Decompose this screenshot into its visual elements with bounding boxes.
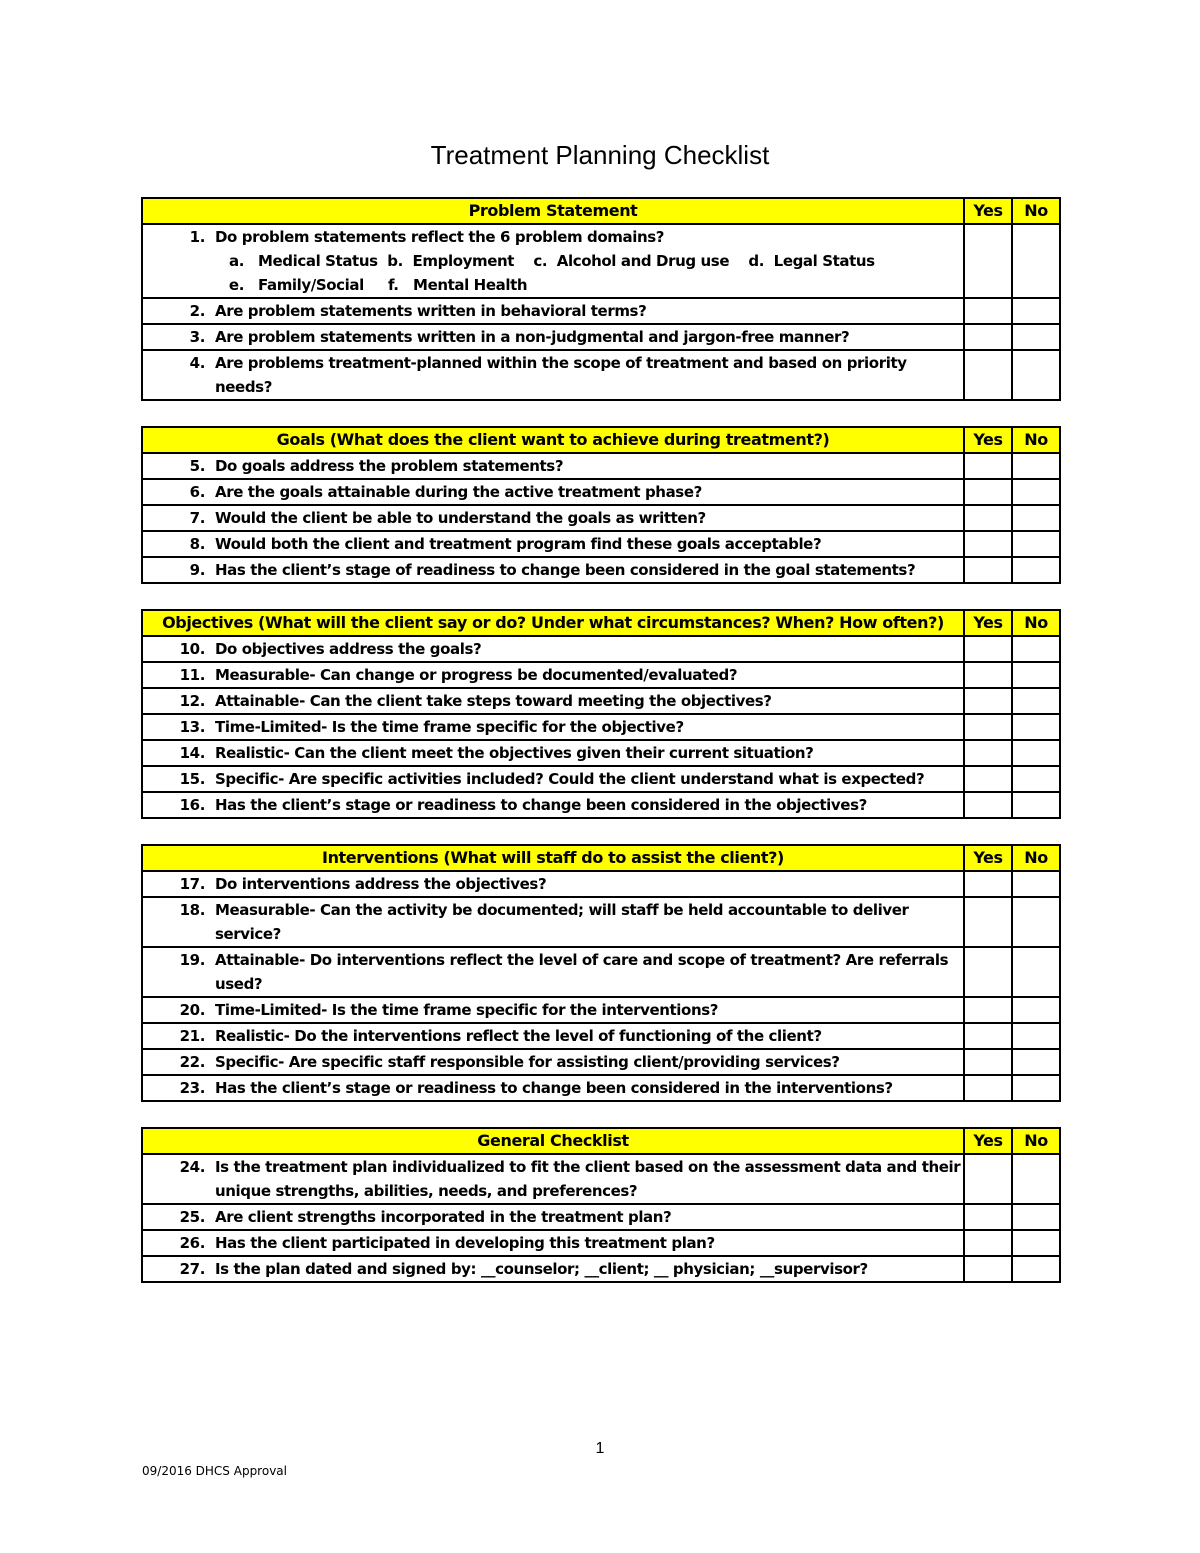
sub-item xyxy=(143,273,963,297)
page-title: Treatment Planning Checklist xyxy=(430,140,770,170)
question-line xyxy=(143,793,963,817)
yes-checkbox-cell[interactable] xyxy=(964,453,1012,479)
table-row xyxy=(142,350,1060,400)
question-text: Is the plan dated and signed by: __counselor; __client; __ physician; __supervisor? xyxy=(215,1260,868,1278)
table-row xyxy=(142,224,1060,298)
sub-item-text: Family/Social f. Mental Health xyxy=(258,276,528,294)
question-cell xyxy=(142,298,964,324)
question-cell xyxy=(142,1204,964,1230)
table-row xyxy=(142,298,1060,324)
yes-column-header: Yes xyxy=(964,610,1012,636)
yes-checkbox-cell[interactable] xyxy=(964,1049,1012,1075)
question-cell xyxy=(142,453,964,479)
question-cell xyxy=(142,662,964,688)
checklist-container xyxy=(141,197,1061,1308)
table-row xyxy=(142,688,1060,714)
table-row xyxy=(142,1023,1060,1049)
question-line xyxy=(143,872,963,896)
no-column-header: No xyxy=(1012,198,1060,224)
question-line xyxy=(143,325,963,349)
yes-checkbox-cell[interactable] xyxy=(964,1204,1012,1230)
question-text: Specific- Are specific activities included? Could the client understand what is expected? xyxy=(215,770,925,788)
yes-checkbox-cell[interactable] xyxy=(964,1256,1012,1282)
question-text: Do interventions address the objectives? xyxy=(215,875,547,893)
question-number: 14. xyxy=(179,744,205,762)
question-line xyxy=(143,558,963,582)
question-number: 9. xyxy=(189,561,205,579)
question-text: Is the treatment plan individualized to fit the client based on the assessment data and their unique strengths, abilities, needs, and preferences? xyxy=(215,1158,961,1200)
table-row xyxy=(142,766,1060,792)
footer-approval-note: 09/2016 DHCS Approval xyxy=(142,1464,287,1478)
section-header: Objectives (What will the client say or do? Under what circumstances? When? How often?) xyxy=(142,610,964,636)
yes-checkbox-cell[interactable] xyxy=(964,1075,1012,1101)
question-cell xyxy=(142,557,964,583)
yes-checkbox-cell[interactable] xyxy=(964,897,1012,947)
question-text: Measurable- Can change or progress be documented/evaluated? xyxy=(215,666,738,684)
question-number: 19. xyxy=(179,951,205,969)
no-checkbox-cell[interactable] xyxy=(1012,1230,1060,1256)
page-number: 1 xyxy=(595,1440,605,1457)
table-row xyxy=(142,505,1060,531)
yes-checkbox-cell[interactable] xyxy=(964,714,1012,740)
question-cell xyxy=(142,1230,964,1256)
yes-checkbox-cell[interactable] xyxy=(964,792,1012,818)
no-checkbox-cell[interactable] xyxy=(1012,1256,1060,1282)
yes-checkbox-cell[interactable] xyxy=(964,636,1012,662)
question-cell xyxy=(142,766,964,792)
question-line xyxy=(143,689,963,713)
question-line xyxy=(143,663,963,687)
question-number: 24. xyxy=(179,1158,205,1176)
no-checkbox-cell[interactable] xyxy=(1012,662,1060,688)
question-number: 4. xyxy=(189,354,205,372)
table-row xyxy=(142,997,1060,1023)
yes-checkbox-cell[interactable] xyxy=(964,505,1012,531)
question-text: Are client strengths incorporated in the treatment plan? xyxy=(215,1208,672,1226)
no-checkbox-cell[interactable] xyxy=(1012,324,1060,350)
question-number: 13. xyxy=(179,718,205,736)
question-number: 18. xyxy=(179,901,205,919)
question-number: 11. xyxy=(179,666,205,684)
section-header-row xyxy=(142,198,1060,224)
section-header-row xyxy=(142,845,1060,871)
question-text: Attainable- Do interventions reflect the level of care and scope of treatment? Are referrals used? xyxy=(215,951,949,993)
question-text: Are problems treatment-planned within the scope of treatment and based on priority needs? xyxy=(215,354,907,396)
table-row xyxy=(142,453,1060,479)
question-line xyxy=(143,454,963,478)
question-text: Are problem statements written in behavioral terms? xyxy=(215,302,647,320)
question-text: Measurable- Can the activity be documented; will staff be held accountable to deliver service? xyxy=(215,901,909,943)
question-line xyxy=(143,1205,963,1229)
question-cell xyxy=(142,531,964,557)
question-number: 5. xyxy=(189,457,205,475)
question-line xyxy=(143,1050,963,1074)
yes-checkbox-cell[interactable] xyxy=(964,1023,1012,1049)
section-header-row xyxy=(142,610,1060,636)
no-checkbox-cell[interactable] xyxy=(1012,1075,1060,1101)
question-text: Has the client’s stage or readiness to change been considered in the interventions? xyxy=(215,1079,893,1097)
yes-checkbox-cell[interactable] xyxy=(964,766,1012,792)
no-column-header: No xyxy=(1012,610,1060,636)
question-line xyxy=(143,767,963,791)
question-number: 20. xyxy=(179,1001,205,1019)
no-checkbox-cell[interactable] xyxy=(1012,766,1060,792)
table-row xyxy=(142,1256,1060,1282)
question-line xyxy=(143,1024,963,1048)
question-cell xyxy=(142,505,964,531)
no-checkbox-cell[interactable] xyxy=(1012,688,1060,714)
no-checkbox-cell[interactable] xyxy=(1012,479,1060,505)
table-row xyxy=(142,740,1060,766)
question-text: Would both the client and treatment program find these goals acceptable? xyxy=(215,535,822,553)
no-checkbox-cell[interactable] xyxy=(1012,1154,1060,1204)
question-text: Do goals address the problem statements? xyxy=(215,457,564,475)
question-cell xyxy=(142,1049,964,1075)
yes-checkbox-cell[interactable] xyxy=(964,688,1012,714)
question-number: 22. xyxy=(179,1053,205,1071)
yes-checkbox-cell[interactable] xyxy=(964,997,1012,1023)
table-row xyxy=(142,947,1060,997)
checklist-table xyxy=(141,426,1061,584)
question-cell xyxy=(142,997,964,1023)
no-column-header: No xyxy=(1012,1128,1060,1154)
question-text: Time-Limited- Is the time frame specific for the interventions? xyxy=(215,1001,719,1019)
yes-checkbox-cell[interactable] xyxy=(964,324,1012,350)
question-cell xyxy=(142,479,964,505)
question-line xyxy=(143,715,963,739)
table-row xyxy=(142,714,1060,740)
yes-checkbox-cell[interactable] xyxy=(964,871,1012,897)
question-cell xyxy=(142,792,964,818)
question-line xyxy=(143,948,963,996)
question-line xyxy=(143,1231,963,1255)
yes-column-header: Yes xyxy=(964,1128,1012,1154)
checklist-table xyxy=(141,197,1061,401)
table-row xyxy=(142,1075,1060,1101)
section-header: Goals (What does the client want to achieve during treatment?) xyxy=(142,427,964,453)
section-header: Interventions (What will staff do to assist the client?) xyxy=(142,845,964,871)
no-checkbox-cell[interactable] xyxy=(1012,897,1060,947)
yes-column-header: Yes xyxy=(964,427,1012,453)
no-checkbox-cell[interactable] xyxy=(1012,792,1060,818)
section-header-row xyxy=(142,1128,1060,1154)
yes-checkbox-cell[interactable] xyxy=(964,1230,1012,1256)
no-checkbox-cell[interactable] xyxy=(1012,714,1060,740)
question-line xyxy=(143,225,963,249)
yes-checkbox-cell[interactable] xyxy=(964,662,1012,688)
question-cell xyxy=(142,350,964,400)
table-row xyxy=(142,897,1060,947)
question-text: Time-Limited- Is the time frame specific for the objective? xyxy=(215,718,684,736)
question-text: Are the goals attainable during the active treatment phase? xyxy=(215,483,702,501)
yes-checkbox-cell[interactable] xyxy=(964,298,1012,324)
question-number: 21. xyxy=(179,1027,205,1045)
yes-checkbox-cell[interactable] xyxy=(964,224,1012,298)
yes-checkbox-cell[interactable] xyxy=(964,947,1012,997)
question-number: 23. xyxy=(179,1079,205,1097)
question-cell xyxy=(142,947,964,997)
question-number: 2. xyxy=(189,302,205,320)
sub-item-letter: e. xyxy=(228,276,244,294)
question-number: 3. xyxy=(189,328,205,346)
question-cell xyxy=(142,688,964,714)
question-text: Specific- Are specific staff responsible for assisting client/providing services? xyxy=(215,1053,840,1071)
question-number: 7. xyxy=(189,509,205,527)
question-text: Do objectives address the goals? xyxy=(215,640,482,658)
question-text: Do problem statements reflect the 6 problem domains? xyxy=(215,228,665,246)
question-cell xyxy=(142,1023,964,1049)
question-text: Realistic- Do the interventions reflect the level of functioning of the client? xyxy=(215,1027,822,1045)
question-line xyxy=(143,1257,963,1281)
no-column-header: No xyxy=(1012,845,1060,871)
question-line xyxy=(143,898,963,946)
yes-checkbox-cell[interactable] xyxy=(964,531,1012,557)
question-cell xyxy=(142,1075,964,1101)
question-number: 1. xyxy=(189,228,205,246)
question-number: 16. xyxy=(179,796,205,814)
question-line xyxy=(143,506,963,530)
question-cell xyxy=(142,224,964,298)
yes-column-header: Yes xyxy=(964,845,1012,871)
sub-item-text: Medical Status b. Employment c. Alcohol and Drug use d. Legal Status xyxy=(258,252,875,270)
question-cell xyxy=(142,740,964,766)
no-checkbox-cell[interactable] xyxy=(1012,350,1060,400)
yes-checkbox-cell[interactable] xyxy=(964,740,1012,766)
no-checkbox-cell[interactable] xyxy=(1012,636,1060,662)
no-checkbox-cell[interactable] xyxy=(1012,1023,1060,1049)
question-number: 27. xyxy=(179,1260,205,1278)
no-checkbox-cell[interactable] xyxy=(1012,947,1060,997)
no-checkbox-cell[interactable] xyxy=(1012,453,1060,479)
table-row xyxy=(142,1230,1060,1256)
question-line xyxy=(143,532,963,556)
sub-item xyxy=(143,249,963,273)
yes-checkbox-cell[interactable] xyxy=(964,557,1012,583)
question-number: 25. xyxy=(179,1208,205,1226)
checklist-table xyxy=(141,609,1061,819)
question-text: Are problem statements written in a non-judgmental and jargon-free manner? xyxy=(215,328,850,346)
no-checkbox-cell[interactable] xyxy=(1012,740,1060,766)
question-line xyxy=(143,480,963,504)
question-line xyxy=(143,998,963,1022)
section-header: Problem Statement xyxy=(142,198,964,224)
no-column-header: No xyxy=(1012,427,1060,453)
no-checkbox-cell[interactable] xyxy=(1012,997,1060,1023)
question-number: 15. xyxy=(179,770,205,788)
question-number: 17. xyxy=(179,875,205,893)
no-checkbox-cell[interactable] xyxy=(1012,1049,1060,1075)
checklist-table xyxy=(141,1127,1061,1283)
table-row xyxy=(142,531,1060,557)
question-cell xyxy=(142,636,964,662)
question-cell xyxy=(142,324,964,350)
section-header-row xyxy=(142,427,1060,453)
question-text: Has the client participated in developing this treatment plan? xyxy=(215,1234,715,1252)
yes-checkbox-cell[interactable] xyxy=(964,350,1012,400)
question-text: Realistic- Can the client meet the objectives given their current situation? xyxy=(215,744,814,762)
table-row xyxy=(142,479,1060,505)
table-row xyxy=(142,662,1060,688)
yes-checkbox-cell[interactable] xyxy=(964,479,1012,505)
no-checkbox-cell[interactable] xyxy=(1012,531,1060,557)
question-number: 26. xyxy=(179,1234,205,1252)
question-number: 6. xyxy=(189,483,205,501)
question-text: Has the client’s stage or readiness to change been considered in the objectives? xyxy=(215,796,867,814)
question-line xyxy=(143,1155,963,1203)
no-checkbox-cell[interactable] xyxy=(1012,871,1060,897)
no-checkbox-cell[interactable] xyxy=(1012,1204,1060,1230)
question-line xyxy=(143,299,963,323)
table-row xyxy=(142,792,1060,818)
table-row xyxy=(142,1204,1060,1230)
no-checkbox-cell[interactable] xyxy=(1012,298,1060,324)
question-number: 10. xyxy=(179,640,205,658)
table-row xyxy=(142,871,1060,897)
no-checkbox-cell[interactable] xyxy=(1012,557,1060,583)
question-cell xyxy=(142,714,964,740)
checklist-table xyxy=(141,844,1061,1102)
question-number: 8. xyxy=(189,535,205,553)
question-text: Attainable- Can the client take steps toward meeting the objectives? xyxy=(215,692,772,710)
sub-item-letter: a. xyxy=(228,252,244,270)
table-row xyxy=(142,557,1060,583)
no-checkbox-cell[interactable] xyxy=(1012,224,1060,298)
no-checkbox-cell[interactable] xyxy=(1012,505,1060,531)
table-row xyxy=(142,324,1060,350)
question-cell xyxy=(142,1256,964,1282)
question-line xyxy=(143,637,963,661)
question-line xyxy=(143,351,963,399)
table-row xyxy=(142,636,1060,662)
question-line xyxy=(143,1076,963,1100)
yes-checkbox-cell[interactable] xyxy=(964,1154,1012,1204)
table-row xyxy=(142,1154,1060,1204)
question-number: 12. xyxy=(179,692,205,710)
section-header: General Checklist xyxy=(142,1128,964,1154)
question-text: Has the client’s stage of readiness to change been considered in the goal statements? xyxy=(215,561,916,579)
question-cell xyxy=(142,871,964,897)
question-cell xyxy=(142,897,964,947)
question-line xyxy=(143,741,963,765)
table-row xyxy=(142,1049,1060,1075)
question-cell xyxy=(142,1154,964,1204)
yes-column-header: Yes xyxy=(964,198,1012,224)
question-text: Would the client be able to understand the goals as written? xyxy=(215,509,706,527)
